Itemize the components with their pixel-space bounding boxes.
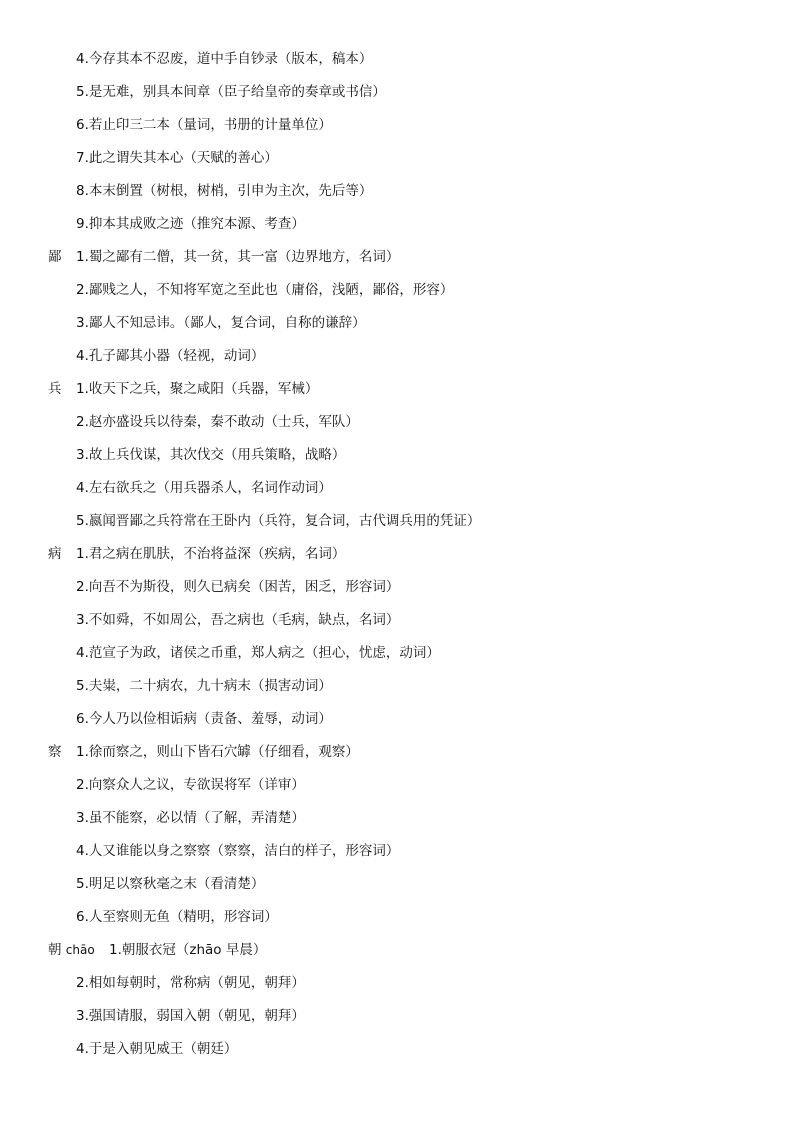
entry-line: 2.向察众人之议，专欲误将军（详审） bbox=[76, 777, 305, 793]
entry-text: 1.朝服衣冠（zhāo 早晨） bbox=[109, 942, 267, 958]
entry-line: 4.于是入朝见威王（朝廷） bbox=[76, 1041, 238, 1057]
entry-line: 2.向吾不为斯役，则久已病矣（困苦，困乏，形容词） bbox=[76, 579, 400, 595]
entry-line: 5.嬴闻晋鄙之兵符常在王卧内（兵符，复合词，古代调兵用的凭证） bbox=[76, 513, 481, 529]
entry-line: 8.本末倒置（树根，树梢，引申为主次，先后等） bbox=[76, 183, 373, 199]
entry-line: 5.明足以察秋毫之末（看清楚） bbox=[76, 876, 265, 892]
entry-line: 9.抑本其成败之迹（推究本源、考查） bbox=[76, 216, 305, 232]
entry-text: 1.蜀之鄙有二僧，其一贫，其一富（边界地方，名词） bbox=[76, 249, 400, 265]
entry-line: 3.鄙人不知忌讳。（鄙人，复合词，自称的谦辞） bbox=[76, 315, 366, 331]
entry-line: 4.今存其本不忍废，道中手自钞录（版本，稿本） bbox=[76, 51, 373, 67]
entry-line: 4.左右欲兵之（用兵器杀人，名词作动词） bbox=[76, 480, 332, 496]
entry-line: 6.人至察则无鱼（精明，形容词） bbox=[76, 909, 278, 925]
entry-line: 6.若止印三二本（量词，书册的计量单位） bbox=[76, 117, 332, 133]
entry-text: 1.收天下之兵，聚之咸阳（兵器，军械） bbox=[76, 381, 319, 397]
entry-line: 4.孔子鄙其小器（轻视，动词） bbox=[76, 348, 265, 364]
headword: 兵 bbox=[48, 381, 62, 397]
headword: 朝 bbox=[48, 942, 62, 958]
entry-line: 3.故上兵伐谋，其次伐交（用兵策略，战略） bbox=[76, 447, 346, 463]
headword-line bbox=[48, 241, 399, 274]
entry-line: 2.鄙贱之人，不知将军宽之至此也（庸俗，浅陋，鄙俗，形容） bbox=[76, 282, 454, 298]
entry-line: 3.不如舜，不如周公，吾之病也（毛病，缺点，名词） bbox=[76, 612, 400, 628]
entry-line: 6.今人乃以俭相诟病（责备、羞辱，动词） bbox=[76, 711, 332, 727]
entry-text: 1.徐而察之，则山下皆石穴罅（仔细看，观察） bbox=[76, 744, 359, 760]
entry-line: 3.虽不能察，必以情（了解，弄清楚） bbox=[76, 810, 305, 826]
entry-line: 7.此之谓失其本心（天赋的善心） bbox=[76, 150, 278, 166]
headword-line bbox=[48, 538, 345, 571]
entry-line: 4.范宣子为政，诸侯之币重，郑人病之（担心，忧虑，动词） bbox=[76, 645, 440, 661]
entry-line: 5.夫粜，二十病农，九十病末（损害动词） bbox=[76, 678, 332, 694]
entry-line: 2.赵亦盛设兵以待秦，秦不敢动（士兵，军队） bbox=[76, 414, 359, 430]
headword-line bbox=[48, 373, 318, 406]
entry-line: 2.相如每朝时，常称病（朝见，朝拜） bbox=[76, 975, 305, 991]
headword: 察 bbox=[48, 744, 62, 760]
headword-pinyin: chāo bbox=[65, 943, 95, 957]
entry-text: 1.君之病在肌肤，不治将益深（疾病，名词） bbox=[76, 546, 346, 562]
entry-line: 5.是无难，别具本间章（臣子给皇帝的奏章或书信） bbox=[76, 84, 386, 100]
headword: 病 bbox=[48, 546, 62, 562]
headword: 鄙 bbox=[48, 249, 62, 265]
headword-line bbox=[48, 736, 359, 769]
entry-line: 3.强国请服，弱国入朝（朝见，朝拜） bbox=[76, 1008, 305, 1024]
entry-line: 4.人又谁能以身之察察（察察，洁白的样子，形容词） bbox=[76, 843, 400, 859]
headword-line bbox=[48, 934, 266, 967]
